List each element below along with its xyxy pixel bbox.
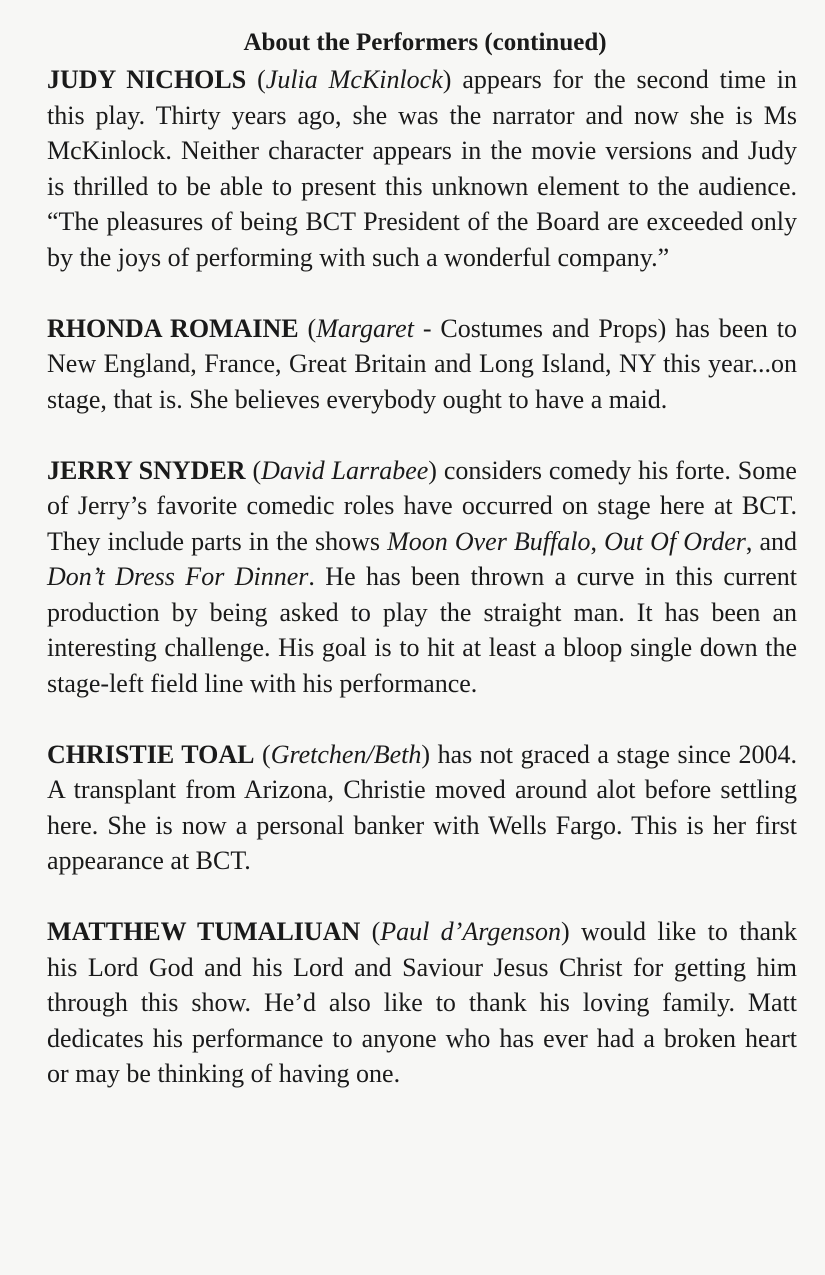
role-extra: - Costumes and Props bbox=[413, 313, 658, 343]
bio-rhonda-romaine: RHONDA ROMAINE (Margaret - Costumes and Props) has been to New England, France, Great Britain and Long Island, NY this year...on stage, that is. She believes everybody ought to have a maid. bbox=[47, 313, 798, 414]
bio-text: has not graced a stage since 2004. A transplant from Arizona, Christie moved around alot before settling here. She is now a personal banker with Wells Fargo. This is her first appearance at BCT. bbox=[47, 739, 798, 875]
performer-name: RHONDA ROMAINE bbox=[47, 313, 299, 343]
page-title: About the Performers (continued) bbox=[243, 29, 607, 56]
performer-name: MATTHEW TUMALIUAN bbox=[47, 917, 361, 946]
character-role: Margaret bbox=[316, 313, 414, 343]
performer-name: CHRISTIE TOAL bbox=[47, 739, 255, 769]
character-role: Gretchen/Beth bbox=[270, 739, 422, 769]
character-role: Paul d’Argenson bbox=[380, 917, 562, 946]
bio-text: appears for the second time in this play. Thirty years ago, she was the narrator and now she is Ms McKinlock. Neither character appears in the movie versions and Judy is thrilled to be able to present this unknown element to the audience. “The pleasures of being BCT President of the Board are exceeded only by the joys of performing with such a wonderful company.” bbox=[47, 65, 797, 272]
bio-text: would like to thank his Lord God and his Lord and Saviour Jesus Christ for getting him through this show. He’d also like to thank his loving family. Matt dedicates his performance to anyone who has ever had a broken heart or may be thinking of having one. bbox=[47, 917, 797, 1088]
performer-name: JUDY NICHOLS bbox=[47, 65, 247, 94]
show-title: Moon Over Buffalo bbox=[387, 526, 591, 556]
separator: , bbox=[590, 526, 605, 556]
show-title: Don’t Dress For Dinner bbox=[47, 562, 309, 591]
separator: , and bbox=[745, 526, 798, 556]
bio-jerry-snyder: JERRY SNYDER (David Larrabee) considers comedy his forte. Some of Jerry’s favorite comedic roles have occurred on stage here at BCT. They include parts in the shows Moon Over Buffalo, Out Of Order, and Don’t Dress For Dinner. He has been thrown a curve in this current production by being asked to play the straight man. It has been an interesting challenge. His goal is to hit at least a bloop single down the stage-left field line with his performance. bbox=[47, 455, 798, 698]
bio-text: has been to New England, France, Great Britain and Long Island, NY this year...on stage, that is. She believes everybody ought to have a maid. bbox=[47, 313, 798, 414]
character-role: Julia McKinlock bbox=[265, 65, 443, 94]
bio-matthew-tumaliuan: MATTHEW TUMALIUAN (Paul d’Argenson) would like to thank his Lord God and his Lord and Saviour Jesus Christ for getting him through this show. He’d also like to thank his loving family. Matt dedicates his performance to anyone who has ever had a broken heart or may be thinking of having one. bbox=[47, 917, 797, 1088]
bio-judy-nichols: JUDY NICHOLS (Julia McKinlock) appears for the second time in this play. Thirty years ago, she was the narrator and now she is Ms McKinlock. Neither character appears in the movie versions and Judy is thrilled to be able to present this unknown element to the audience. “The pleasures of being BCT President of the Board are exceeded only by the joys of performing with such a wonderful company.” bbox=[47, 65, 797, 272]
performer-name: JERRY SNYDER bbox=[47, 455, 246, 485]
character-role: David Larrabee bbox=[261, 455, 429, 485]
bio-text: considers comedy his forte. Some of Jerry’s favorite comedic roles have occurred on stage here at BCT. They include parts in the shows bbox=[47, 455, 797, 556]
bio-text: . He has been thrown a curve in this current production by being asked to play the straight man. It has been an interesting challenge. His goal is to hit at least a bloop single down the stage-left field line with his performance. bbox=[47, 562, 798, 698]
bio-christie-toal: CHRISTIE TOAL (Gretchen/Beth) has not graced a stage since 2004. A transplant from Arizona, Christie moved around alot before settling here. She is now a personal banker with Wells Fargo. This is her first appearance at BCT. bbox=[47, 739, 798, 875]
show-title: Out Of Order bbox=[604, 526, 746, 556]
